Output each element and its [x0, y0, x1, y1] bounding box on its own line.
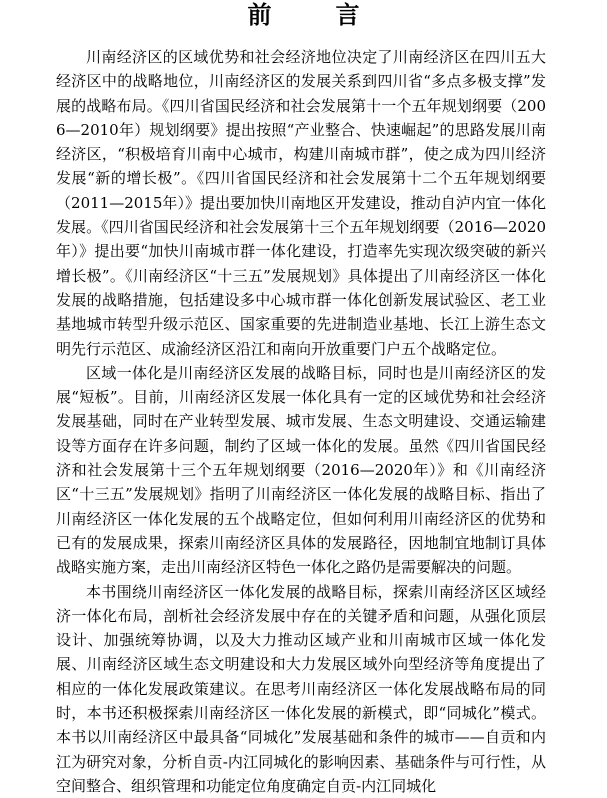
paragraph-2: 区域一体化是川南经济区发展的战略目标，同时也是川南经济区的发展“短板”。目前，川南经济区发展一体化具有一定的区域优势和社会经济发展基础，同时在产业转型发展、城市发展、生态文明建设、交通运输建设等方面存在许多问题，制约了区域一体化的发展。虽然《四川省国民经济和社会发展第十三个五年规划纲要（2016—2020年）》和《川南经济区“十三五”发展规划》指明了川南经济区一体化发展的战略目标、指出了川南经济区一体化发展的五个战略定位，但如何利用川南经济区的优势和已有的发展成果，探索川南经济区具体的发展路径，因地制宜地制订具体战略实施方案，走出川南经济区特色一体化之路仍是需要解决的问题。 [56, 363, 546, 577]
paragraph-1: 川南经济区的区域优势和社会经济地位决定了川南经济区在四川五大经济区中的战略地位，川南经济区的发展关系到四川省“多点多极支撑”发展的战略布局。《四川省国民经济和社会发展第十一个五年规划纲要（2006—2010年）规划纲要》提出按照“产业整合、快速崛起”的思路发展川南经济区，“积极培育川南中心城市，构建川南城市群”，使之成为四川经济发展“新的增长极”。《四川省国民经济和社会发展第十二个五年规划纲要（2011—2015年）》提出要加快川南地区开发建设，推动自泸内宜一体化发展。《四川省国民经济和社会发展第十三个五年规划纲要（2016—2020年）》提出要“加快川南城市群一体化建设，打造率先实现次级突破的新兴增长极”。《川南经济区“十三五”发展规划》具体提出了川南经济区一体化发展的战略措施，包括建设多中心城市群一体化创新发展试验区、老工业基地城市转型升级示范区、国家重要的先进制造业基地、长江上游生态文明先行示范区、成渝经济区沿江和南向开放重要门户五个战略定位。 [56, 48, 546, 358]
page-title: 前 言 [247, 0, 380, 29]
body-text [56, 45, 546, 798]
paragraph-3: 本书围绕川南经济区一体化发展的战略目标，探索川南经济区区域经济一体化布局，剖析社会经济发展中存在的关键矛盾和问题，从强化顶层设计、加强统筹协调，以及大力推动区域产业和川南城市区域一体化发展、川南经济区域生态文明建设和大力发展区域外向型经济等角度提出了相应的一体化发展政策建议。在思考川南经济区一体化发展战略布局的同时，本书还积极探索川南经济区一体化发展的新模式，即“同城化”模式。本书以川南经济区中最具备“同城化”发展基础和条件的城市——自贡和内江为研究对象，分析自贡-内江同城化的影响因素、基础条件与可行性，从空间整合、组织管理和功能定位角度确定自贡-内江同城化 [56, 582, 546, 795]
